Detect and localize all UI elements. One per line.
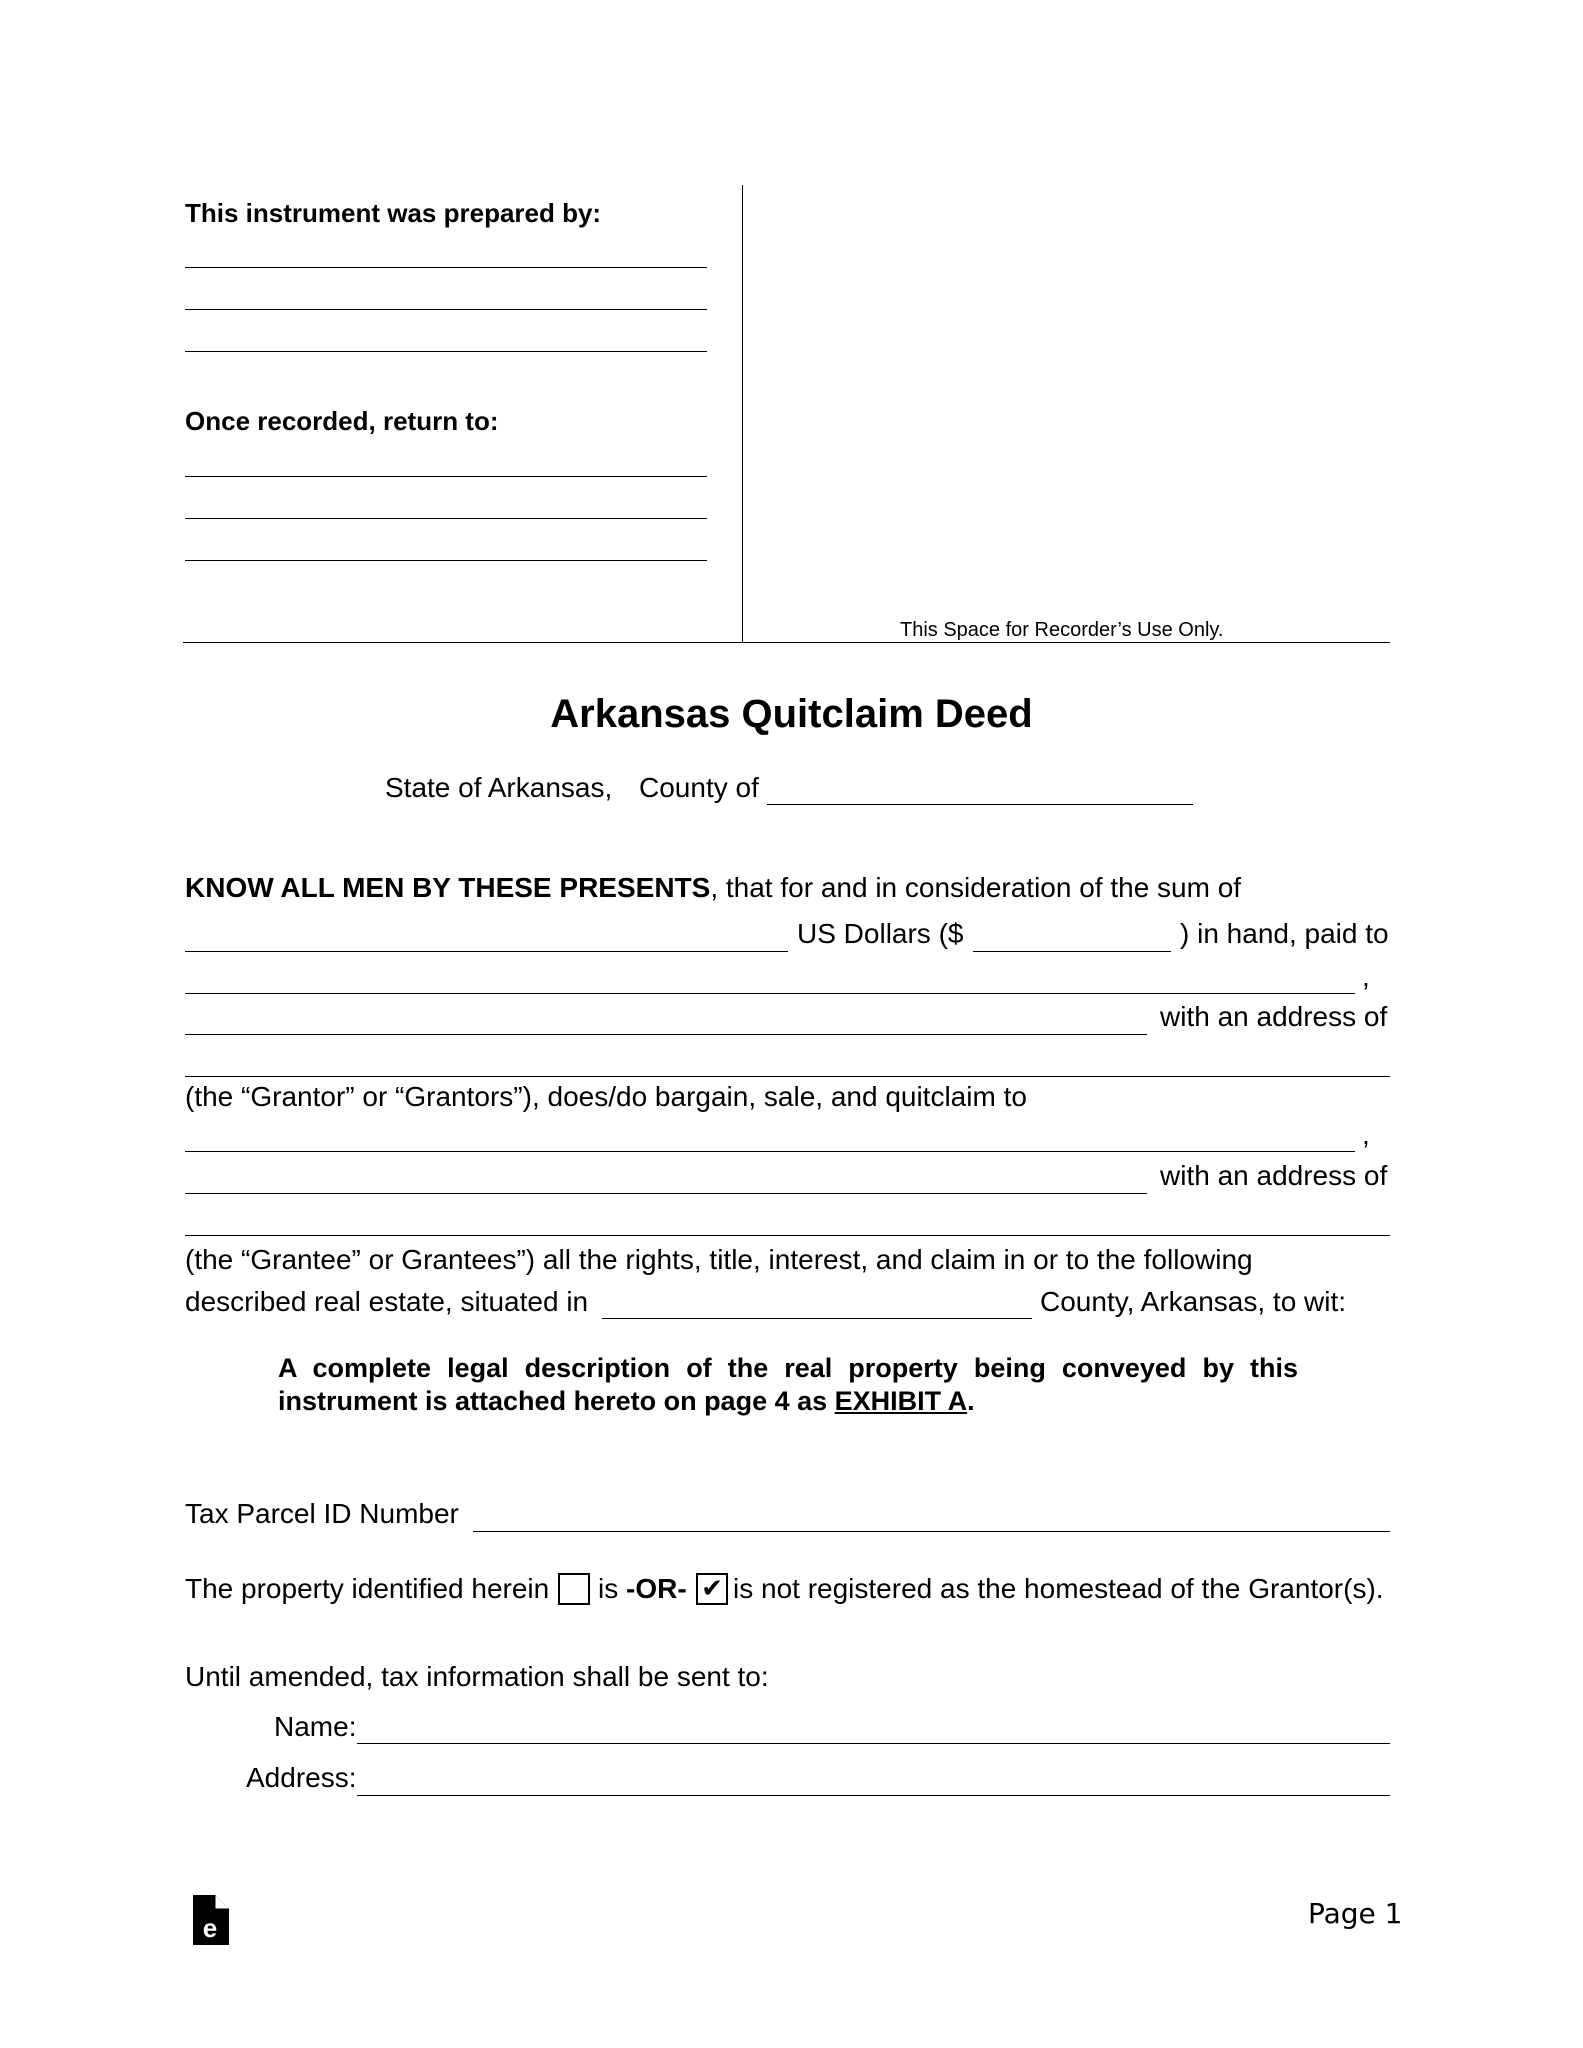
- header-bottom-rule: [183, 642, 1390, 643]
- prepared-by-line-3[interactable]: [185, 351, 707, 352]
- legal-desc-text: instrument is attached hereto on page 4 as: [278, 1386, 828, 1416]
- know-all-bold: KNOW ALL MEN BY THESE PRESENTS: [185, 872, 711, 903]
- eforms-logo-icon: [193, 1895, 229, 1945]
- county-arkansas-label: County, Arkansas, to wit:: [1040, 1286, 1347, 1317]
- page-number: Page 1: [1308, 1897, 1403, 1930]
- legal-desc-period: .: [967, 1386, 975, 1416]
- homestead-pre: The property identified herein: [185, 1573, 550, 1604]
- situated-county-field[interactable]: [602, 1318, 1032, 1319]
- in-hand-label: ) in hand, paid to: [1180, 918, 1389, 949]
- tax-parcel-field[interactable]: [473, 1531, 1390, 1532]
- return-to-label: Once recorded, return to:: [185, 406, 499, 436]
- county-field[interactable]: [767, 804, 1193, 805]
- comma-2: ,: [1362, 1119, 1370, 1150]
- legal-desc-line-1: A complete legal description of the real property being conveyed by this: [278, 1353, 1298, 1383]
- svg-text:e: e: [202, 1913, 218, 1943]
- state-label: State of Arkansas,: [385, 772, 613, 803]
- tax-name-field[interactable]: [357, 1743, 1390, 1744]
- know-all-line: [185, 871, 1241, 905]
- exhibit-a-link: EXHIBIT A: [834, 1386, 968, 1416]
- document-title: Arkansas Quitclaim Deed: [550, 692, 1033, 736]
- grantee-name-field[interactable]: [185, 1151, 1355, 1152]
- legal-desc-line-2: [278, 1385, 975, 1418]
- check-icon: ✔: [701, 1574, 723, 1604]
- grantor-name-field[interactable]: [185, 993, 1355, 994]
- tax-parcel-label: Tax Parcel ID Number: [185, 1498, 459, 1529]
- grantor-address-field[interactable]: [185, 1076, 1390, 1077]
- grantor-text: (the “Grantor” or “Grantors”), does/do bargain, sale, and quitclaim to: [185, 1081, 1027, 1112]
- described-text: described real estate, situated in: [185, 1286, 589, 1317]
- or-label: -OR-: [626, 1573, 687, 1604]
- amount-words-field[interactable]: [185, 951, 788, 952]
- recorder-note: This Space for Recorder’s Use Only.: [900, 619, 1224, 641]
- name-label: Name:: [274, 1711, 357, 1742]
- return-to-line-3[interactable]: [185, 560, 707, 561]
- us-dollars-label: US Dollars ($: [797, 918, 964, 949]
- until-amended-text: Until amended, tax information shall be sent to:: [185, 1661, 769, 1692]
- prepared-by-line-2[interactable]: [185, 309, 707, 310]
- prepared-by-label: This instrument was prepared by:: [185, 198, 602, 228]
- recorder-divider: [742, 185, 743, 642]
- tax-address-field[interactable]: [357, 1795, 1390, 1796]
- with-address-label-1: with an address of: [1160, 1001, 1388, 1032]
- know-all-rest: , that for and in consideration of the sum of: [710, 872, 1242, 903]
- grantor-name-field-2[interactable]: [185, 1034, 1147, 1035]
- amount-number-field[interactable]: [973, 951, 1171, 952]
- return-to-line-1[interactable]: [185, 476, 707, 477]
- return-to-line-2[interactable]: [185, 518, 707, 519]
- prepared-by-line-1[interactable]: [185, 267, 707, 268]
- grantee-address-field[interactable]: [185, 1235, 1390, 1236]
- address-label: Address:: [246, 1762, 357, 1793]
- with-address-label-2: with an address of: [1160, 1160, 1388, 1191]
- grantee-text: (the “Grantee” or Grantees”) all the rights, title, interest, and claim in or to the following: [185, 1244, 1253, 1275]
- is-not-label: is not registered as the homestead of the Grantor(s).: [733, 1573, 1384, 1604]
- comma-1: ,: [1362, 961, 1370, 992]
- homestead-is-checkbox[interactable]: [558, 1573, 590, 1605]
- homestead-is-not-checkbox[interactable]: [696, 1573, 728, 1605]
- grantee-name-field-2[interactable]: [185, 1193, 1147, 1194]
- county-label: County of: [639, 772, 759, 803]
- is-label: is: [598, 1573, 619, 1604]
